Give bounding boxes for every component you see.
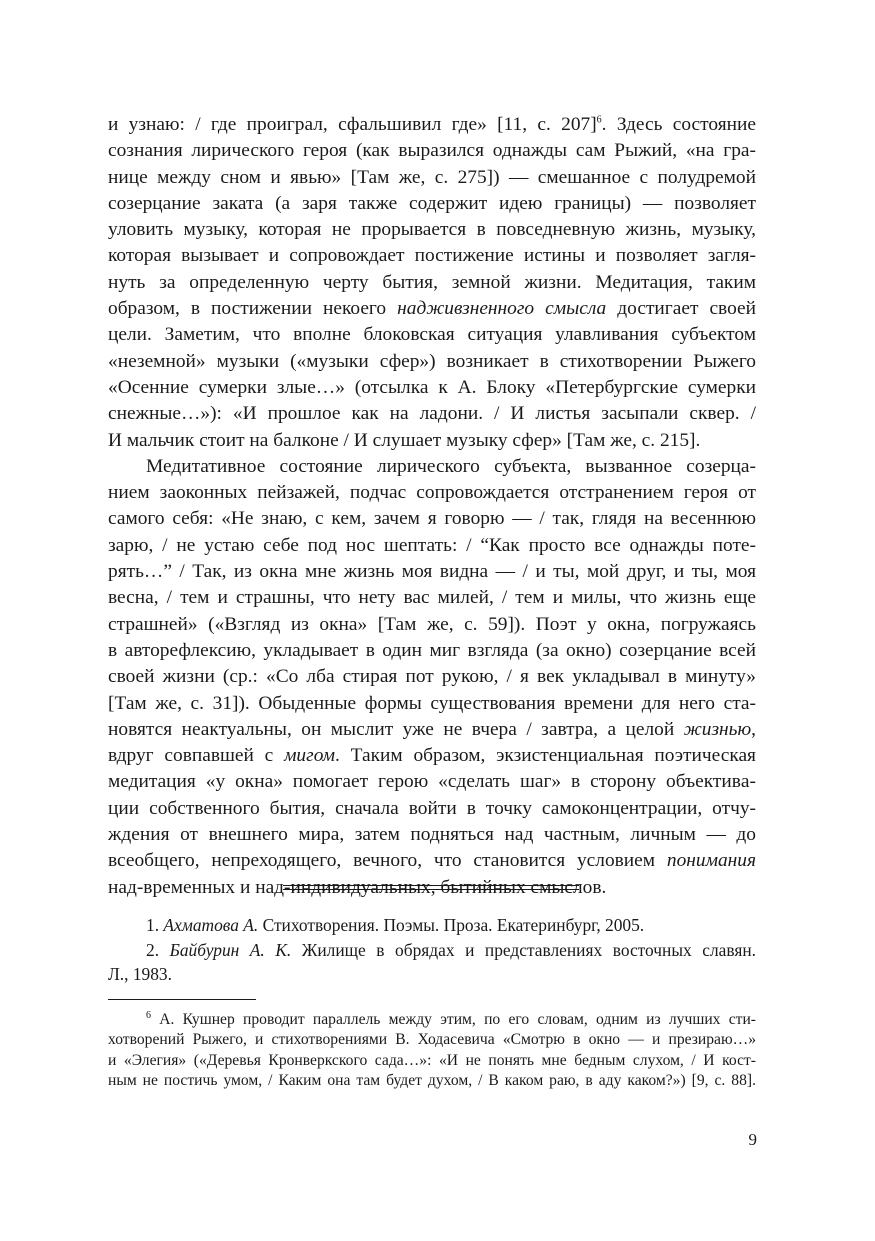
text-line: зарю, / не устаю себе под нос шептать: / “Как просто все однажды поте- bbox=[108, 534, 756, 556]
text-line: нием заоконных пейзажей, подчас сопровождается отстранением героя от bbox=[108, 482, 756, 504]
text-line: весна, / тем и страшны, что нету вас милей, / тем и милы, что жизнь еще bbox=[108, 587, 756, 609]
section-divider bbox=[283, 885, 579, 890]
text-line: своей жизни (ср.: «Со лба стирая пот рукою, / я век укладывал в минуту» bbox=[108, 666, 756, 688]
italic-word: мигом bbox=[284, 745, 336, 767]
text-line: всеобщего, непреходящего, вечного, что становится условием понимания bbox=[108, 850, 756, 872]
text-line: «Осенние сумерки злые…» (отсылка к А. Блоку «Петербургские сумерки bbox=[108, 376, 756, 398]
text-line: медитация «у окна» помогает герою «сделать шаг» в сторону объективa- bbox=[108, 771, 756, 793]
paragraph-2 bbox=[108, 454, 756, 901]
italic-word: жизнью bbox=[683, 718, 752, 740]
text-line: уловить музыку, которая не прорывается в повседневную жизнь, музыку, bbox=[108, 219, 756, 241]
text-line: И мальчик стоит на балконе / И слушает музыку сфер» [Там же, с. 215]. bbox=[108, 429, 701, 451]
text-line: над-временных и над-индивидуальных, бытийных смыслов. bbox=[108, 876, 607, 898]
footnote-line: ным не постичь умом, / Каким она там будет духом, / В каком раю, в аду каком?») [9, с. 88]. bbox=[108, 1072, 756, 1090]
text-line: нице между сном и явью» [Там же, с. 275]) — смешанное с полудремой bbox=[108, 166, 756, 188]
text-line: новятся неактуальны, он мыслит уже не вчера / завтра, а целой жизнью, bbox=[108, 718, 756, 740]
footnote-line: хотворений Рыжего, и стихотворениями В. Ходасевича «Смотрю в окно — и презираю…» bbox=[108, 1031, 756, 1049]
text-line: снежные…»): «И прошлое как на ладони. / И листья засыпали сквер. / bbox=[108, 403, 756, 425]
footnote-ref[interactable]: 6 bbox=[596, 114, 602, 126]
paragraph-1 bbox=[108, 112, 756, 454]
footnote-marker: 6 bbox=[146, 1009, 151, 1021]
text-line: «неземной» музыки («музыки сфер») возникает в стихотворении Рыжего bbox=[108, 350, 756, 372]
text-line: которая вызывает и сопровождает постижение истины и позволяет загля- bbox=[108, 245, 756, 267]
bibliography-entry-continuation: Л., 1983. bbox=[108, 964, 172, 984]
main-text bbox=[108, 112, 756, 901]
text-line: [Там же, с. 31]). Обыденные формы существования времени для него ста- bbox=[108, 692, 756, 714]
bibliography-entry: 2. Байбурин А. К. Жилище в обрядах и представлениях восточных славян. bbox=[146, 939, 757, 960]
page bbox=[108, 112, 757, 1090]
footnote-line: $^6$ А. Кушнер проводит параллель между этим, по его словам, одним из лучших сти- bbox=[146, 1009, 756, 1028]
text-line: цели. Заметим, что вполне блоковская ситуация улавливания субъектом bbox=[108, 324, 756, 346]
text-line: в авторефлексию, укладывает в один миг взгляда (за окно) созерцание всей bbox=[108, 639, 756, 661]
text-line: созерцание заката (а заря также содержит идею границы) — позволяет bbox=[108, 192, 756, 214]
italic-phrase: надживзненного смысла bbox=[397, 298, 607, 320]
text-line: сознания лирического героя (как выразился однажды сам Рыжий, «на гра- bbox=[108, 140, 756, 162]
text-line: вдруг совпавшей с мигом. Таким образом, экзистенциальная поэтическая bbox=[108, 745, 756, 767]
text-line: образом, в постижении некоего надживзненного смысла достигает своей bbox=[108, 298, 756, 320]
text-line: нуть за определенную черту бытия, земной жизни. Медитация, таким bbox=[108, 271, 756, 293]
text-line: рять…” / Так, из окна мне жизнь моя видна — / и ты, мой друг, и ты, моя bbox=[108, 561, 756, 583]
bibliography-entry: 1. Ахматова А. Стихотворения. Поэмы. Проза. Екатеринбург, 2005. bbox=[146, 915, 645, 935]
text-line: и узнаю: / где проиграл, сфальшивил где» [11, с. 207]$^6$. Здесь состояние bbox=[108, 114, 756, 135]
italic-word: понимания bbox=[666, 850, 756, 872]
bibliography bbox=[108, 913, 756, 987]
text-line: страшней» («Взгляд из окна» [Там же, с. 59]). Поэт у окна, погружаясь bbox=[108, 613, 756, 635]
page-number: 9 bbox=[748, 1130, 757, 1149]
text-line: ждения от внешнего мира, затем подняться над частным, личным — до bbox=[108, 824, 756, 846]
text-line: самого себя: «Не знаю, с кем, зачем я говорю — / так, глядя на весеннюю bbox=[108, 508, 756, 530]
footnote-divider bbox=[108, 999, 256, 1000]
text-line: ции собственного бытия, сначала войти в точку самоконцентрации, отчу- bbox=[108, 797, 756, 819]
footnote-line: и «Элегия» («Деревья Кронверкского сада…»: «И не понять мне бедным слухом, / И кост- bbox=[108, 1051, 756, 1069]
footnote bbox=[108, 1010, 756, 1092]
text-line: Медитативное состояние лирического субъекта, вызванное созерца- bbox=[146, 455, 756, 477]
